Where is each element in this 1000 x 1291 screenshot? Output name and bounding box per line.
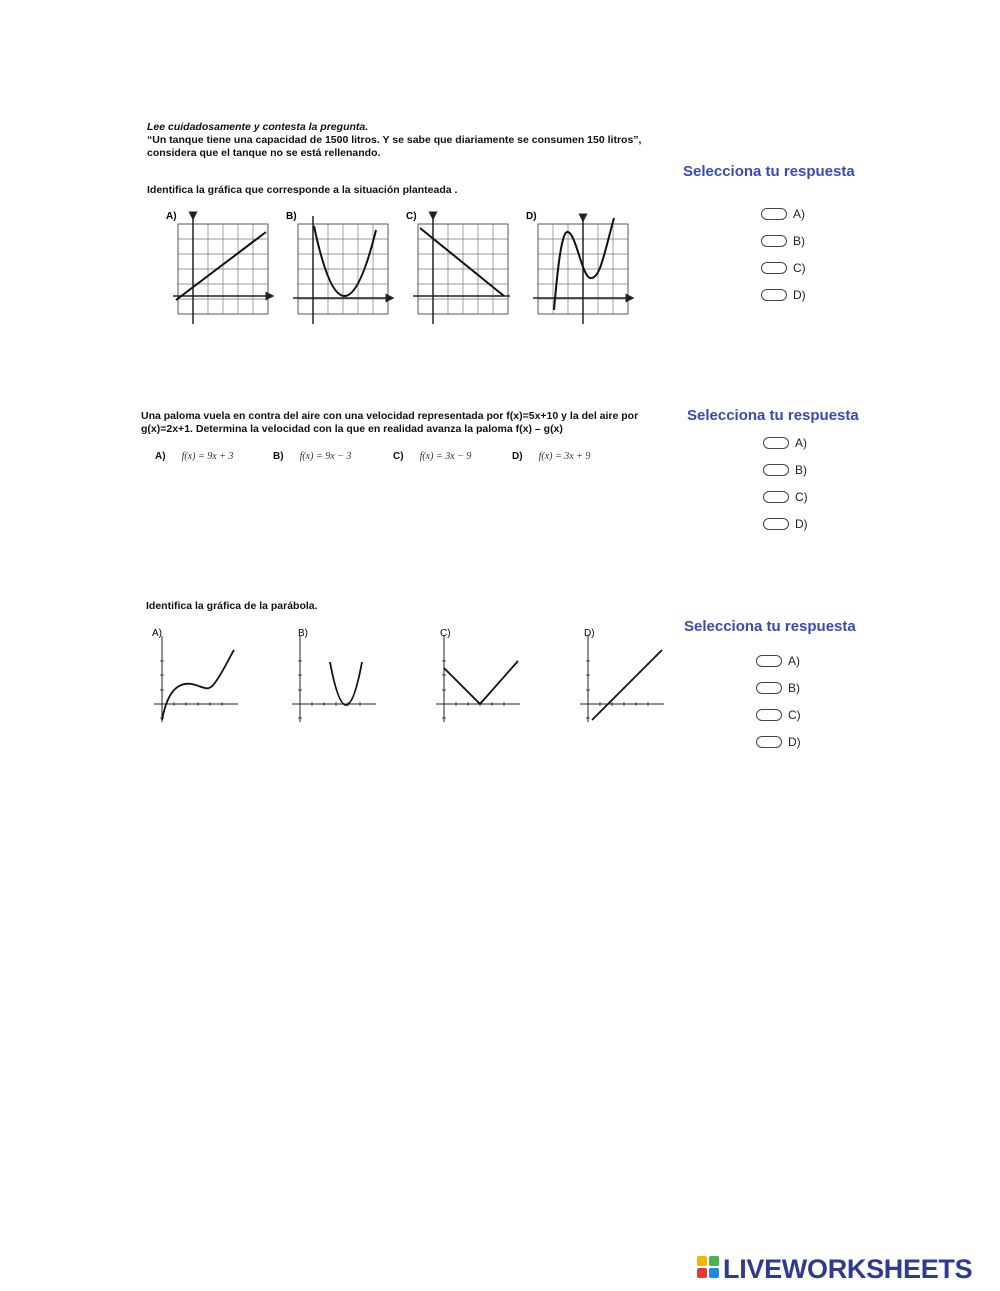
choice-label: A) (155, 451, 166, 462)
q3-option-b[interactable] (756, 679, 801, 697)
option-label: C) (793, 261, 806, 275)
logo-mark-icon (697, 1256, 719, 1284)
q3-graph-d (580, 636, 664, 722)
option-label: B) (793, 234, 805, 248)
q1-graph-c (413, 216, 510, 324)
q2-choice-c (393, 451, 471, 462)
choice-formula: f(x) = 3x − 9 (419, 451, 472, 462)
q3-graph-c-label: C) (440, 628, 451, 639)
choice-label: B) (273, 451, 284, 462)
q3-option-d[interactable] (756, 733, 801, 751)
q1-graph-c-label: C) (406, 211, 417, 222)
option-label: D) (793, 288, 806, 302)
q3-graph-a-label: A) (152, 628, 162, 639)
q1-option-b[interactable] (761, 232, 806, 250)
radio-toggle[interactable] (761, 289, 787, 301)
q3-graph-a (154, 636, 238, 722)
q3-graphs (140, 624, 680, 734)
radio-toggle[interactable] (761, 208, 787, 220)
q1-option-c[interactable] (761, 259, 806, 277)
radio-toggle[interactable] (763, 437, 789, 449)
option-label: D) (788, 735, 801, 749)
q1-graph-b (293, 216, 390, 324)
q2-options (763, 434, 808, 533)
radio-toggle[interactable] (756, 682, 782, 694)
q1-instruction: Lee cuidadosamente y contesta la pregunta. (147, 121, 369, 133)
radio-toggle[interactable] (756, 709, 782, 721)
q2-option-d[interactable] (763, 515, 808, 533)
option-label: C) (788, 708, 801, 722)
q3-graph-b (292, 636, 376, 722)
q1-option-d[interactable] (761, 286, 806, 304)
radio-toggle[interactable] (756, 736, 782, 748)
radio-toggle[interactable] (763, 464, 789, 476)
radio-toggle[interactable] (763, 518, 789, 530)
choice-formula: f(x) = 9x + 3 (181, 451, 234, 462)
q2-choice-d (512, 451, 590, 462)
q1-graph-b-label: B) (286, 211, 297, 222)
q2-choice-b (273, 451, 351, 462)
q1-select-title: Selecciona tu respuesta (683, 163, 855, 180)
radio-toggle[interactable] (761, 235, 787, 247)
q2-option-c[interactable] (763, 488, 808, 506)
q2-choice-a (155, 451, 233, 462)
liveworksheets-logo (697, 1254, 972, 1285)
q2-line1: Una paloma vuela en contra del aire con una velocidad representada por f(x)=5x+10 y la del aire por (141, 410, 639, 422)
q3-option-c[interactable] (756, 706, 801, 724)
choice-formula: f(x) = 9x − 3 (299, 451, 352, 462)
option-label: C) (795, 490, 808, 504)
choice-formula: f(x) = 3x + 9 (538, 451, 591, 462)
q1-statement-line1: “Un tanque tiene una capacidad de 1500 litros. Y se sabe que diariamente se consumen 150 litros”, (147, 134, 642, 146)
q3-options (756, 652, 801, 751)
q2-option-b[interactable] (763, 461, 808, 479)
q3-graph-c (436, 636, 520, 722)
radio-toggle[interactable] (763, 491, 789, 503)
option-label: A) (795, 436, 807, 450)
q3-option-a[interactable] (756, 652, 801, 670)
q1-graph-a-label: A) (166, 211, 177, 222)
option-label: A) (793, 207, 805, 221)
q3-prompt: Identifica la gráfica de la parábola. (146, 600, 318, 612)
radio-toggle[interactable] (761, 262, 787, 274)
q1-graphs (160, 208, 640, 318)
q3-graph-d-label: D) (584, 628, 595, 639)
q1-graph-d (533, 218, 630, 324)
option-label: D) (795, 517, 808, 531)
q1-option-a[interactable] (761, 205, 806, 223)
q2-select-title: Selecciona tu respuesta (687, 407, 859, 424)
q1-statement-line2: considera que el tanque no se está rellenando. (147, 147, 381, 159)
logo-text: LIVEWORKSHEETS (723, 1254, 973, 1284)
q1-options (761, 205, 806, 304)
q1-graph-a (173, 216, 270, 324)
q1-prompt: Identifica la gráfica que corresponde a la situación planteada . (147, 184, 458, 196)
choice-label: D) (512, 451, 523, 462)
q2-option-a[interactable] (763, 434, 808, 452)
option-label: A) (788, 654, 800, 668)
q3-graph-b-label: B) (298, 628, 308, 639)
q1-graph-d-label: D) (526, 211, 537, 222)
q3-select-title: Selecciona tu respuesta (684, 618, 856, 635)
option-label: B) (795, 463, 807, 477)
radio-toggle[interactable] (756, 655, 782, 667)
option-label: B) (788, 681, 800, 695)
choice-label: C) (393, 451, 404, 462)
q2-line2: g(x)=2x+1. Determina la velocidad con la que en realidad avanza la paloma f(x) – g(x) (141, 423, 563, 435)
